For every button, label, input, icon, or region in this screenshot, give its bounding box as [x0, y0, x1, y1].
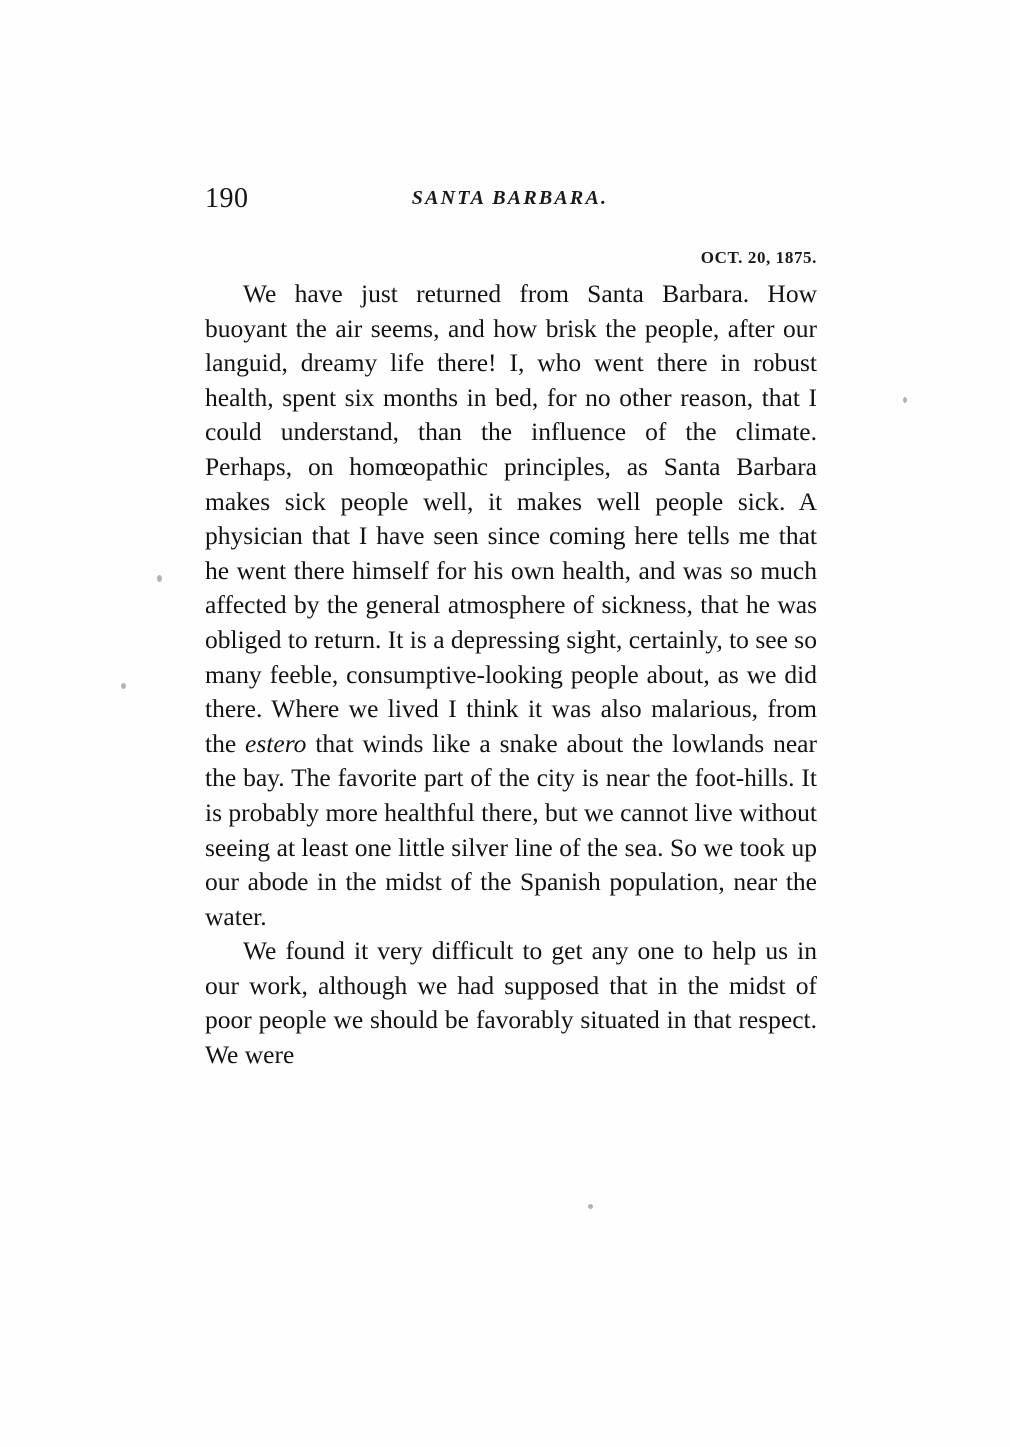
scan-speck-icon — [121, 683, 126, 689]
paragraph-1-text: We have just returned from Santa Barbara. How buoyant the air seems, and how brisk the people, after our languid, dreamy life there! I, who went there in robust health, spent six months in bed, for no other reason, that I could understand, than the influence of the climate. Perhaps, on homœopathic principles, as Santa Barbara makes sick people well, it makes well people sick. A physician that I have seen since coming here tells me that he went there himself for his own health, and was so much affected by the general atmosphere of sickness, that he was obliged to return. It is a depressing sight, certainly, to see so many feeble, consumptive-looking people about, as we did there. Where we lived I think it was also malarious, from the — [205, 279, 817, 758]
running-head — [205, 183, 815, 217]
scan-speck-icon — [903, 397, 907, 403]
scan-speck-icon — [588, 1204, 593, 1209]
page-number: 190 — [205, 183, 249, 214]
paragraph-1-tail: that winds like a snake about the lowlands near the bay. The favorite part of the city is near the foot-hills. It is probably more healthful there, but we cannot live without seeing at least one little silver line of the sea. So we took up our abode in the midst of the Spanish population, near the water. — [205, 728, 817, 931]
italic-term-estero: estero — [245, 728, 307, 758]
dateline: OCT. 20, 1875. — [700, 248, 817, 267]
running-title: SANTA BARBARA. — [411, 187, 609, 209]
scan-speck-icon — [157, 575, 162, 582]
body-text — [205, 277, 817, 1073]
paragraph-2: We found it very difficult to get any one to help us in our work, although we had supposed that in the midst of poor people we should be favorably situated in that respect. We were — [205, 936, 817, 1070]
paragraph-1 — [205, 277, 817, 934]
